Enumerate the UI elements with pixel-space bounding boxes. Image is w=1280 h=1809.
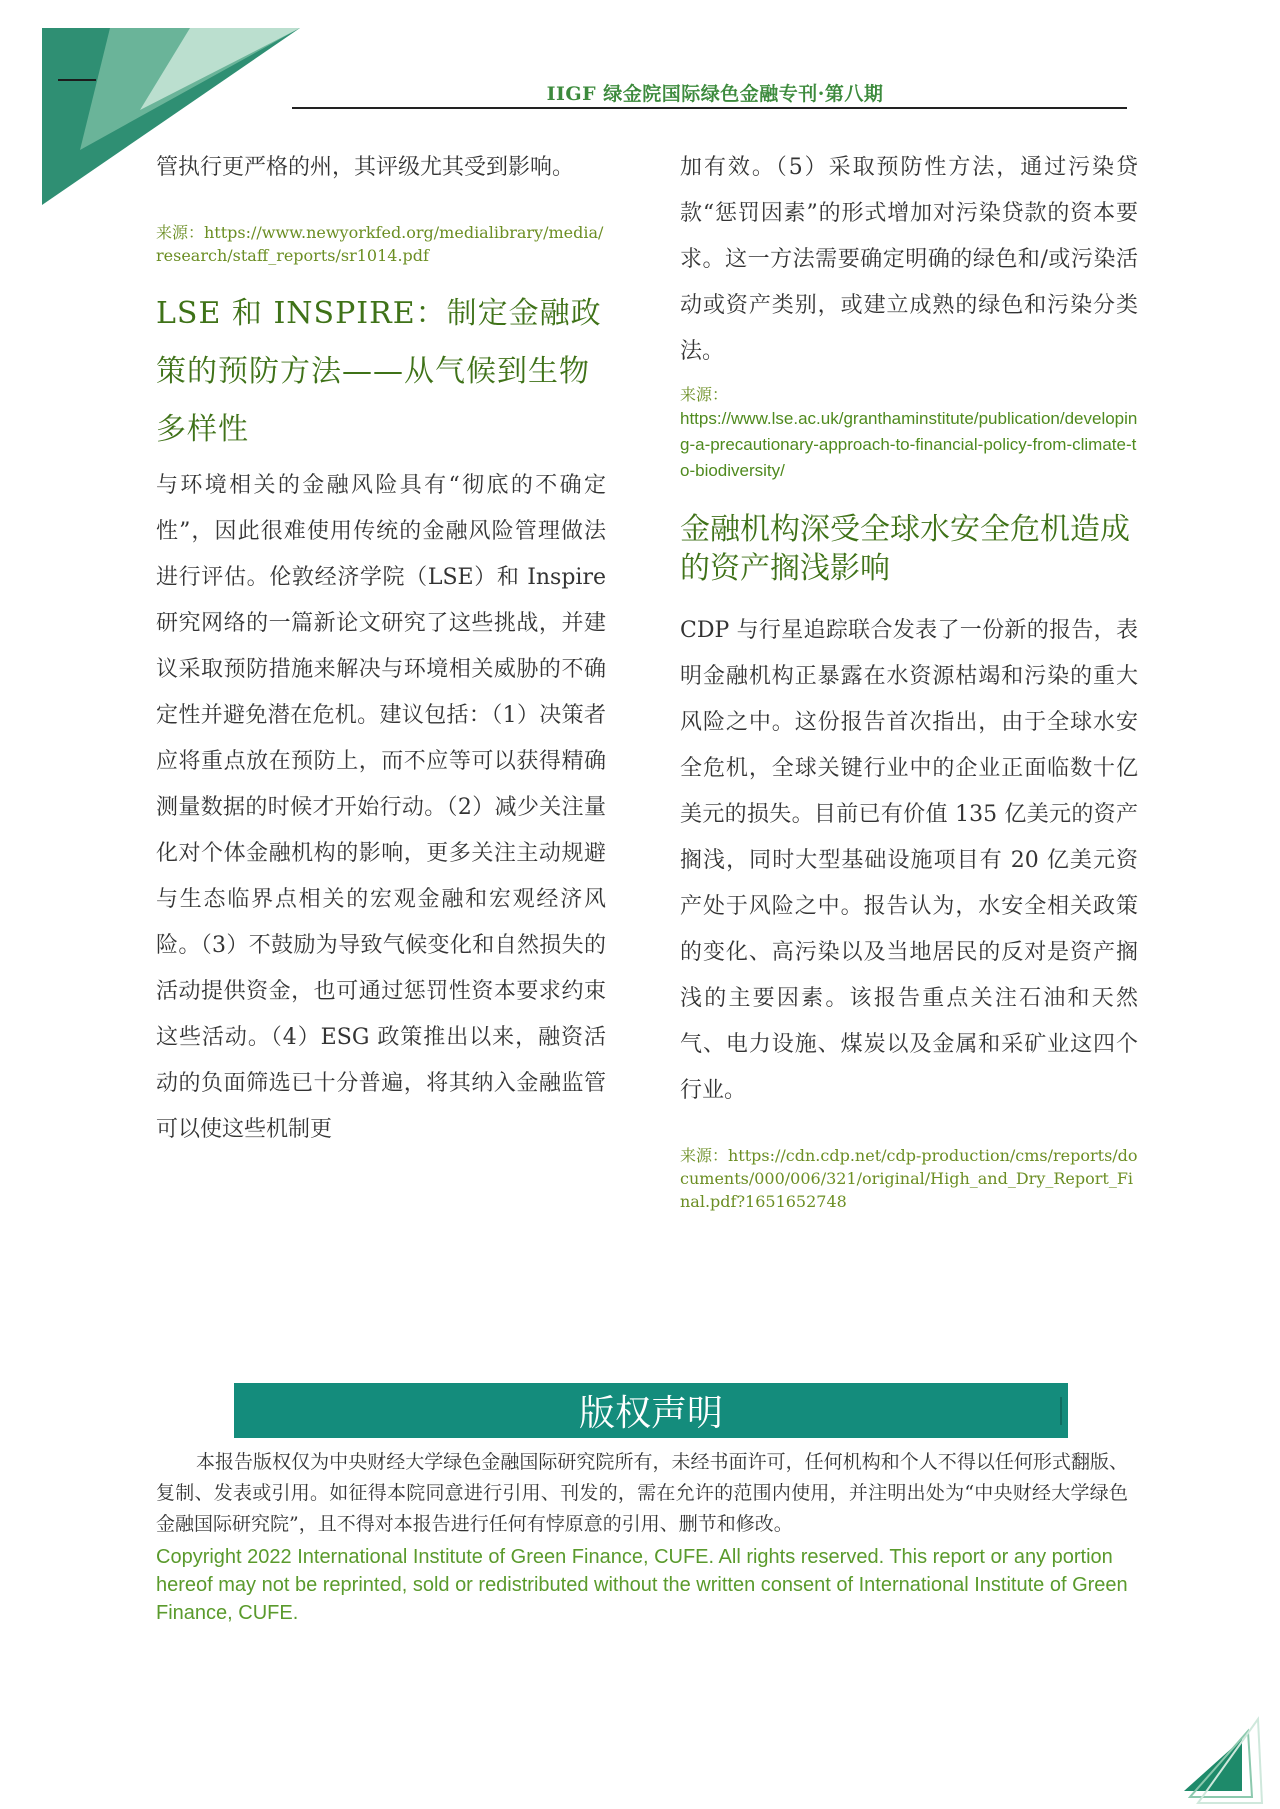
right-column — [680, 145, 1138, 1213]
article-heading-lse: LSE 和 INSPIRE：制定金融政策的预防方法——从气候到生物多样性 — [156, 296, 602, 447]
copyright-text-en: Copyright 2022 International Institute of Green Finance, CUFE. All rights reserved. This report or any portion hereof may not be reprinted, sold or redistributed without the written consent of International Institute of Green Finance, CUFE. — [156, 1546, 1128, 1624]
header-title: IIGF 绿金院国际绿色金融专刊·第八期 — [546, 83, 884, 105]
article-heading-cdp: 金融机构深受全球水安全危机造成的资产搁浅影响 — [680, 512, 1130, 586]
article-body-cdp: CDP 与行星追踪联合发表了一份新的报告，表明金融机构正暴露在水资源枯竭和污染的重大风险之中。这份报告首次指出，由于全球水安全危机，全球关键行业中的企业正面临数十亿美元的损失。目前已有价值 135 亿美元的资产搁浅，同时大型基础设施项目有 20 亿美元资产处于风险之中。报告认为，水安全相关政策的变化、高污染以及当地居民的反对是资产搁浅的主要因素。该报告重点关注石油和天然气、电力设施、煤炭以及金属和采矿业这四个行业。 — [680, 618, 1138, 1103]
corner-decoration-bottom-right — [1170, 1699, 1280, 1809]
source-link-lse[interactable]: https://www.lse.ac.uk/granthaminstitute/publication/developing-a-precautionary-approach-to-financial-policy-from-climate-to-biodiversity/ — [680, 409, 1138, 480]
source-label: 来源： — [680, 385, 729, 404]
intro-paragraph: 管执行更严格的州，其评级尤其受到影响。 — [156, 155, 575, 180]
source-link-nyfed[interactable]: 来源：https://www.newyorkfed.org/medialibrary/media/research/staff_reports/sr1014.pdf — [156, 223, 604, 265]
article-body-lse: 与环境相关的金融风险具有“彻底的不确定性”，因此很难使用传统的金融风险管理做法进行评估。伦敦经济学院（LSE）和 Inspire 研究网络的一篇新论文研究了这些挑战，并建议采取预防措施来解决与环境相关威胁的不确定性并避免潜在危机。建议包括：（1）决策者应将重点放在预防上，而不应等可以获得精确测量数据的时候才开始行动。（2）减少关注量化对个体金融机构的影响，更多关注主动规避与生态临界点相关的宏观金融和宏观经济风险。（3）不鼓励为导致气候变化和自然损失的活动提供资金，也可通过惩罚性资本要求约束这些活动。（4）ESG 政策推出以来，融资活动的负面筛选已十分普遍，将其纳入金融监管可以使这些机制更 — [156, 473, 606, 1142]
copyright-title-band — [234, 1383, 1068, 1438]
copyright-text-cn: 本报告版权仅为中央财经大学绿色金融国际研究院所有，未经书面许可，任何机构和个人不得以任何形式翻版、复制、发表或引用。如征得本院同意进行引用、刊发的，需在允许的范围内使用，并注明出处为“中央财经大学绿色金融国际研究院”，且不得对本报告进行任何有悖原意的引用、删节和修改。 — [156, 1451, 1128, 1535]
copyright-title: 版权声明 — [578, 1393, 723, 1434]
continuation-paragraph: 加有效。（5）采取预防性方法，通过污染贷款“惩罚因素”的形式增加对污染贷款的资本要求。这一方法需要确定明确的绿色和/或污染活动或资产类别，或建立成熟的绿色和污染分类法。 — [680, 155, 1138, 364]
header-dash — [58, 79, 96, 81]
left-column — [156, 145, 606, 1153]
source-link-cdp[interactable]: 来源：https://cdn.cdp.net/cdp-production/cms/reports/documents/000/006/321/original/High_and_Dry_Report_Final.pdf?1651652748 — [680, 1146, 1138, 1211]
band-edge-mark — [1060, 1397, 1062, 1425]
header-rule — [292, 107, 1127, 109]
